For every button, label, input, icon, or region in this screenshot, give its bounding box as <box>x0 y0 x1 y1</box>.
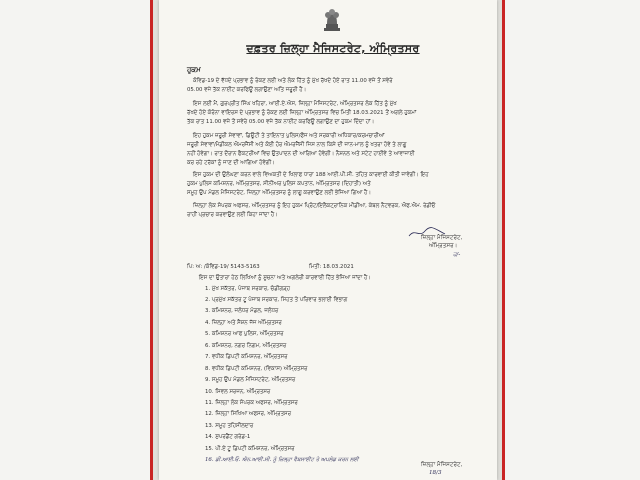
document-sheet <box>159 0 497 480</box>
bottom-signature: ਜ਼ਿਲ੍ਹਾ ਮੈਜਿਸਟਰੇਟ, <box>421 462 463 468</box>
order-heading: ਹੁਕਮ <box>187 66 201 74</box>
copy-intro: ਇਸ ਦਾ ਉਤਾਰਾ ਹੇਠ ਲਿਖਿਆਂ ਨੂੰ ਸੂਚਨਾ ਅਤੇ ਅਗਲੇਰੀ ਕਾਰਵਾਈ ਹਿੱਤ ਭੇਜਿਆ ਜਾਂਦਾ ਹੈ। <box>199 275 371 281</box>
recipient-item: 2. ਪ੍ਰਮੁੱਖ ਸਕੱਤਰ ਟੂ ਪੰਜਾਬ ਸਰਕਾਰ, ਸਿਹਤ ਤੇ ਪਰਿਵਾਰ ਭਲਾਈ ਵਿਭਾਗ <box>205 297 348 303</box>
para5-line2: ਰਾਹੀਂ ਪ੍ਰਚਾਰ ਕਰਵਾਉਣ ਲਈ ਕਿਹਾ ਜਾਂਦਾ ਹੈ। <box>187 212 278 218</box>
recipient-item: 13. ਸਮੂਹ ਤਹਿਸੀਲਦਾਰ <box>205 423 254 429</box>
para2-line1: ਇਸ ਲਈ ਮੈਂ, ਗੁਰਪ੍ਰੀਤ ਸਿੰਘ ਖਹਿਰਾ, ਆਈ.ਏ.ਐਸ, ਜ਼ਿਲ੍ਹਾ ਮੈਜਿਸਟਰੇਟ, ਅੰਮ੍ਰਿਤਸਰ ਲੋਕ ਹਿੱਤ ਨੂੰ ਮੁੱਖ <box>193 101 397 107</box>
recipient-item: 15. ਪੀ.ਏ ਟੂ ਡਿਪਟੀ ਕਮਿਸ਼ਨਰ, ਅੰਮ੍ਰਿਤਸਰ <box>205 446 295 452</box>
signature-place: ਅੰਮ੍ਰਿਤਸਰ। <box>429 243 458 249</box>
office-title: ਦਫ਼ਤਰ ਜ਼ਿਲ੍ਹਾ ਮੈਜਿਸਟਰੇਟ, ਅੰਮ੍ਰਿਤਸਰ <box>246 42 420 55</box>
recipient-item: 14. ਸੁਪਰਡੈਂਟ ਗਰੇਡ-1 <box>205 434 251 440</box>
para2-line3: ਤੱਕ ਰਾਤ 11.00 ਵਜੇ ਤੋਂ ਸਵੇਰੇ 05.00 ਵਜੇ ਤੱਕ ਨਾਈਟ ਕਰਫਿਊ ਲਗਾਉਣ ਦਾ ਹੁਕਮ ਦਿੰਦਾ ਹਾਂ। <box>187 119 375 125</box>
para1-line2: 05.00 ਵਜੇ ਤੱਕ ਨਾਈਟ ਕਰਫਿਊ ਲਗਾਉਣਾ ਅਤਿ ਜਰੂਰੀ ਹੈ। <box>187 87 307 93</box>
recipient-item: 12. ਜ਼ਿਲ੍ਹਾ ਸਿਖਿਆ ਅਫਸਰ, ਅੰਮ੍ਰਿਤਸਰ <box>205 411 291 417</box>
emblem-icon <box>316 4 348 36</box>
para3-line3: ਨਹੀਂ ਹੋਵੇਗਾ। ਰਾਤ ਦੌਰਾਨ ਫੈਕਟਰੀਆਂ ਵਿਚ ਉਤਪਾਦਨ ਦੀ ਆਗਿਆ ਹੋਵੇਗੀ। ਨੈਸ਼ਨਲ ਅਤੇ ਸਟੇਟ ਹਾਈਵੇ ਤੇ ਆਵਾਜਾਈ <box>187 151 415 157</box>
para3-line2: ਜਰੂਰੀ ਸੇਵਾਵਾਂ/ਮੈਡੀਕਲ ਐਮਰਜੈਂਸੀ ਅਤੇ ਕੋਈ ਹੋਰ ਐਮਰਜੈਂਸੀ ਜਿਸ ਨਾਲ ਕਿਸੇ ਦੀ ਜਾਨ-ਮਾਲ ਨੂੰ ਖਤਰਾ ਹੋਵੇ ਤੇ ਲਾਗੂ <box>187 142 407 148</box>
para3-line4: ਕਰ ਰਹੇ ਟਰੱਕਾਂ ਨੂੰ ਜਾਣ ਦੀ ਆਗਿਆ ਹੋਵੇਗੀ। <box>187 160 275 166</box>
left-background <box>0 0 150 480</box>
endorsement-date: ਮਿਤੀ: 18.03.2021 <box>309 264 354 270</box>
recipient-item: 16. ਡੀ.ਆਈ.ਓ. ਐਨ.ਆਈ.ਸੀ. ਨੂੰ ਜ਼ਿਲ੍ਹਾ ਵੈਬਸਾਈਟ ਤੇ ਅਪਲੋਡ ਕਰਨ ਲਈ <box>205 457 359 463</box>
signature-title: ਜ਼ਿਲ੍ਹਾ ਮੈਜਿਸਟਰੇਟ, <box>421 235 463 241</box>
para4-line3: ਸਮੂਹ ਉਪ ਮੰਡਲ ਮੈਜਿਸਟਰੇਟ, ਜ਼ਿਲ੍ਹਾ ਅੰਮ੍ਰਿਤਸਰ ਨੂੰ ਲਾਗੂ ਕਰਵਾਉਣ ਲਈ ਭੇਜਿਆ ਗਿਆ ਹੈ। <box>187 190 371 196</box>
recipient-item: 1. ਮੁੱਖ ਸਕੱਤਰ, ਪੰਜਾਬ ਸਰਕਾਰ, ਚੰਡੀਗੜ੍ਹ <box>205 286 290 292</box>
para3-line1: ਇਹ ਹੁਕਮ ਜ਼ਰੂਰੀ ਸੇਵਾਵਾਂ, ਡਿਊਟੀ ਤੇ ਤਾਇਨਾਤ ਪੁਲਿਸ/ਫੌਜ ਅਤੇ ਸਰਕਾਰੀ ਅਧਿਕਾਰ/ਕਰਮਚਾਰੀਆਂ <box>193 133 385 139</box>
scanned-document <box>153 0 502 480</box>
recipient-item: 11. ਜ਼ਿਲ੍ਹਾ ਲੋਕ ਸੰਪਰਕ ਅਫਸਰ, ਅੰਮ੍ਰਿਤਸਰ <box>205 400 298 406</box>
para2-line2: ਰੱਖਦੇ ਹੋਏ ਕੋਰੋਨਾ ਵਾਇਰਸ ਦੇ ਪ੍ਰਭਾਵ ਨੂੰ ਰੋਕਣ ਲਈ ਜ਼ਿਲ੍ਹਾ ਅੰਮ੍ਰਿਤਸਰ ਵਿਚ ਮਿਤੀ 18.03.2021 ਤੋਂ ਅਗਲੇ ਹੁਕਮਾਂ <box>187 110 417 116</box>
recipient-item: 8. ਵਧੀਕ ਡਿਪਟੀ ਕਮਿਸ਼ਨਰ, (ਵਿਕਾਸ) ਅੰਮ੍ਰਿਤਸਰ <box>205 366 308 372</box>
para1-line1: ਕੋਵਿਡ-19 ਦੇ ਵੱਧਦੇ ਪ੍ਰਭਾਵ ਨੂੰ ਰੋਕਣ ਲਈ ਅਤੇ ਲੋਕ ਹਿੱਤ ਨੂੰ ਮੁੱਖ ਰੱਖਦੇ ਹੋਏ ਰਾਤ 11.00 ਵਜੇ ਤੋਂ ਸਵੇਰੇ <box>193 78 393 84</box>
handwritten-date: 18/3 <box>429 470 442 476</box>
para4-line1: ਇਸ ਹੁਕਮ ਦੀ ਉਲੰਘਣਾ ਕਰਨ ਵਾਲੇ ਵਿਅਕਤੀ ਦੇ ਖਿਲਾਫ ਧਾਰਾ 188 ਆਈ.ਪੀ.ਸੀ. ਤਹਿਤ ਕਾਰਵਾਈ ਕੀਤੀ ਜਾਵੇਗੀ। ਇਹ <box>193 172 429 178</box>
para5-line1: ਜ਼ਿਲ੍ਹਾ ਲੋਕ ਸੰਪਰਕ ਅਫਸਰ, ਅੰਮ੍ਰਿਤਸਰ ਨੂੰ ਇਹ ਹੁਕਮ ਪ੍ਰਿੰਟ/ਇਲੈਕਟ੍ਰਾਨਿਕ ਮੀਡੀਆ, ਕੇਬਲ ਨੈਟਵਰਕ, ਐਫ.ਐਮ. ਰੇਡੀਓ <box>193 203 436 209</box>
signature-initials: ਹ/- <box>453 252 461 258</box>
recipient-item: 7. ਵਧੀਕ ਡਿਪਟੀ ਕਮਿਸ਼ਨਰ, ਅੰਮ੍ਰਿਤਸਰ <box>205 354 288 360</box>
para4-line2: ਹੁਕਮ ਪੁਲਿਸ ਕਮਿਸ਼ਨਰ, ਅੰਮ੍ਰਿਤਸਰ, ਸੀਨੀਅਰ ਪੁਲਿਸ ਕਪਤਾਨ, ਅੰਮ੍ਰਿਤਸਰ (ਦਿਹਾਤੀ) ਅਤੇ <box>187 181 371 187</box>
recipient-item: 10. ਸਿਵਲ ਸਰਜਨ, ਅੰਮ੍ਰਿਤਸਰ <box>205 389 271 395</box>
recipient-item: 5. ਕਮਿਸ਼ਨਰ ਆਫ ਪੁਲਿਸ, ਅੰਮ੍ਰਿਤਸਰ <box>205 331 284 337</box>
endorsement-number: ਪਿ: ਅ: /ਕੋਵਿਡ-19/ 5143-5163 <box>187 264 260 270</box>
recipient-item: 4. ਜ਼ਿਲ੍ਹਾ ਅਤੇ ਸੈਸ਼ਨ ਜੱਜ ਅੰਮ੍ਰਿਤਸਰ <box>205 320 282 326</box>
right-red-border <box>502 0 505 480</box>
right-background <box>504 0 640 480</box>
recipient-item: 3. ਕਮਿਸ਼ਨਰ, ਜਲੰਧਰ ਮੰਡਲ, ਜਲੰਧਰ <box>205 308 279 314</box>
recipient-item: 6. ਕਮਿਸ਼ਨਰ, ਨਗਰ ਨਿਗਮ, ਅੰਮ੍ਰਿਤਸਰ <box>205 343 287 349</box>
recipient-item: 9. ਸਮੂਹ ਉਪ ਮੰਡਲ ਮੈਜਿਸਟਰੇਟ, ਅੰਮ੍ਰਿਤਸਰ <box>205 377 296 383</box>
